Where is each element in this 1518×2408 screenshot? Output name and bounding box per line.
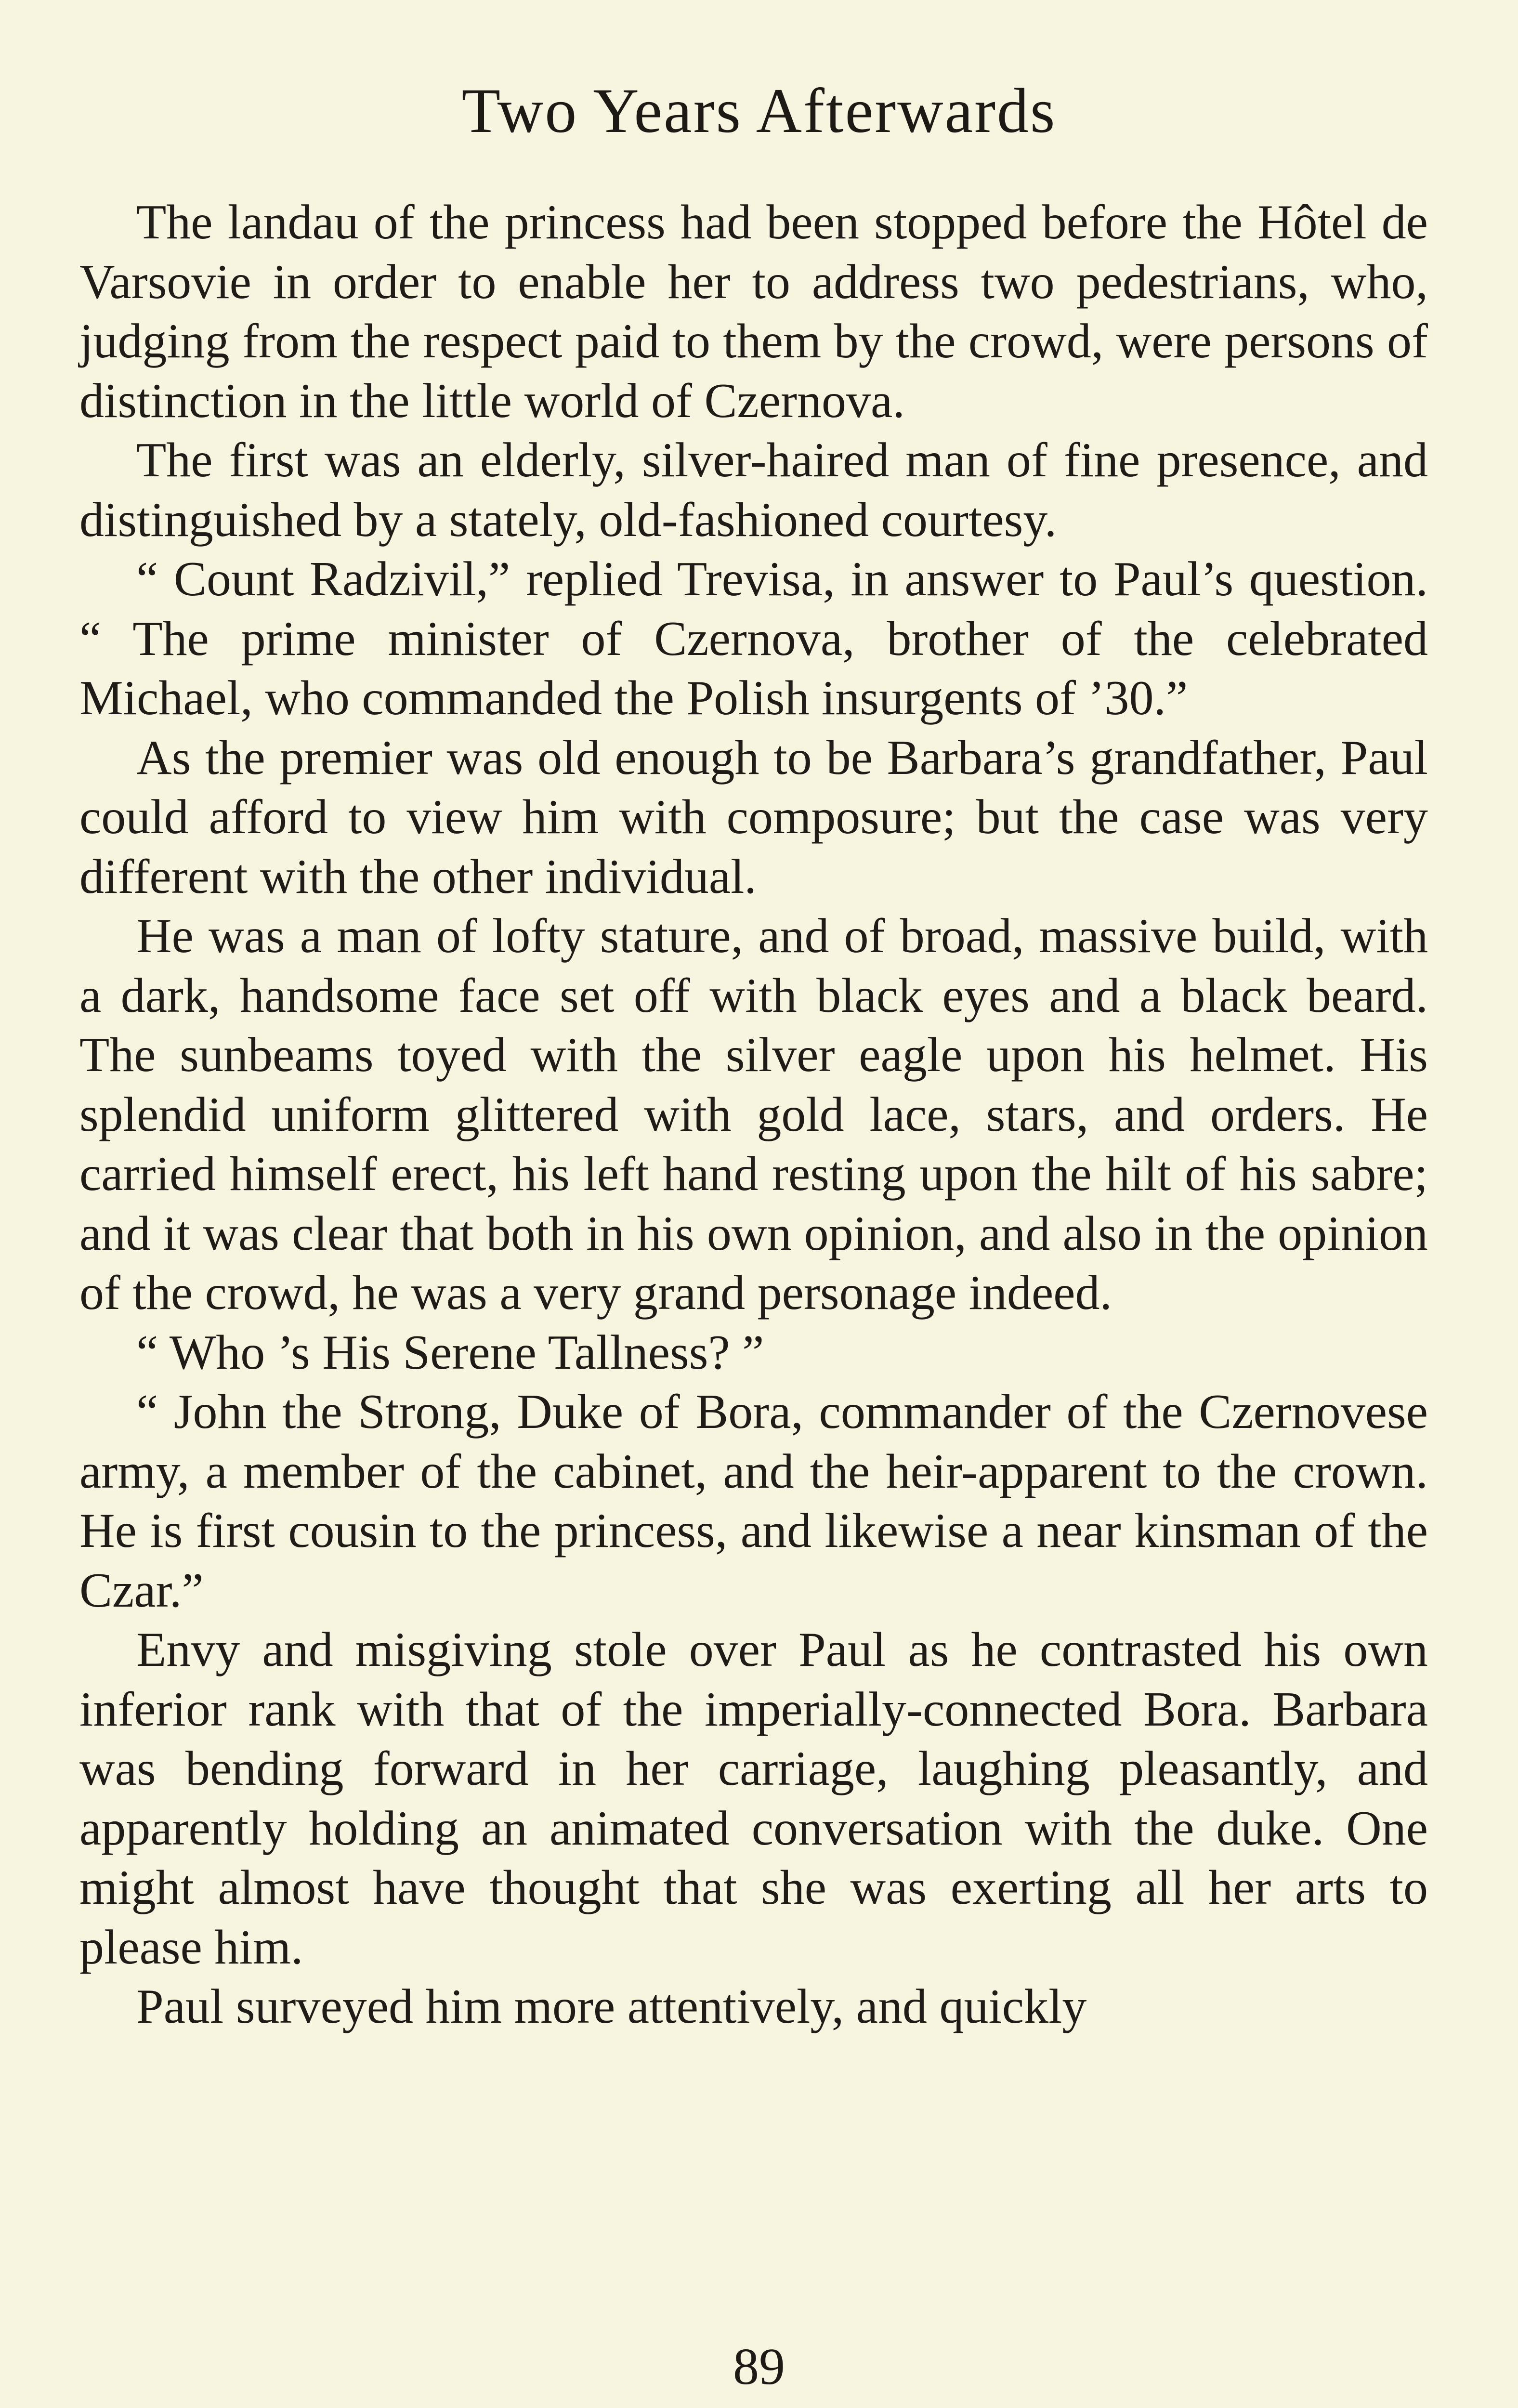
paragraph: He was a man of lofty stature, and of broad, massive build, with a dark, handsome face set off with black eyes and a black beard. The sunbeams toyed with the silver eagle upon his helmet. His splendid uniform glittered with gold lace, stars, and orders. He carried himself erect, his left hand resting upon the hilt of his sabre; and it was clear that both in his own opinion, and also in the opinion of the crowd, he was a very grand personage indeed.: [79, 909, 1428, 1320]
paragraph: “ Who ’s His Serene Tallness? ”: [136, 1325, 764, 1380]
paragraph: “ Count Radzivil,” replied Trevisa, in answer to Paul’s question. “ The prime minister of Czernova, brother of the celebrated Michael, who commanded the Polish insurgents of ’30.”: [79, 552, 1428, 725]
page-number: 89: [733, 2338, 785, 2395]
paragraph: Envy and misgiving stole over Paul as he contrasted his own inferior rank with that of the imperially-connected Bora. Barbara was bending forward in her carriage, laughing pleasantly, and apparently holding an animated conversation with the duke. One might almost have thought that she was exerting all her arts to please him.: [79, 1623, 1428, 1975]
body-text: [79, 193, 1428, 2037]
running-head: Two Years Afterwards: [461, 75, 1057, 146]
paragraph: “ John the Strong, Duke of Bora, commander of the Czernovese army, a member of the cabinet, and the heir-apparent to the crown. He is first cousin to the princess, and likewise a near kinsman of the Czar.”: [79, 1385, 1428, 1618]
paragraph: Paul surveyed him more attentively, and quickly: [136, 1979, 1087, 2034]
paragraph: The landau of the princess had been stopped before the Hôtel de Varsovie in order to enable her to address two pedestrians, who, judging from the respect paid to them by the crowd, were persons of distinction in the little world of Czernova.: [79, 195, 1428, 428]
paragraph: The first was an elderly, silver-haired man of fine presence, and distinguished by a stately, old-fashioned courtesy.: [79, 433, 1428, 547]
paragraph: As the premier was old enough to be Barbara’s grandfather, Paul could afford to view him with composure; but the case was very different with the other individual.: [79, 730, 1428, 904]
